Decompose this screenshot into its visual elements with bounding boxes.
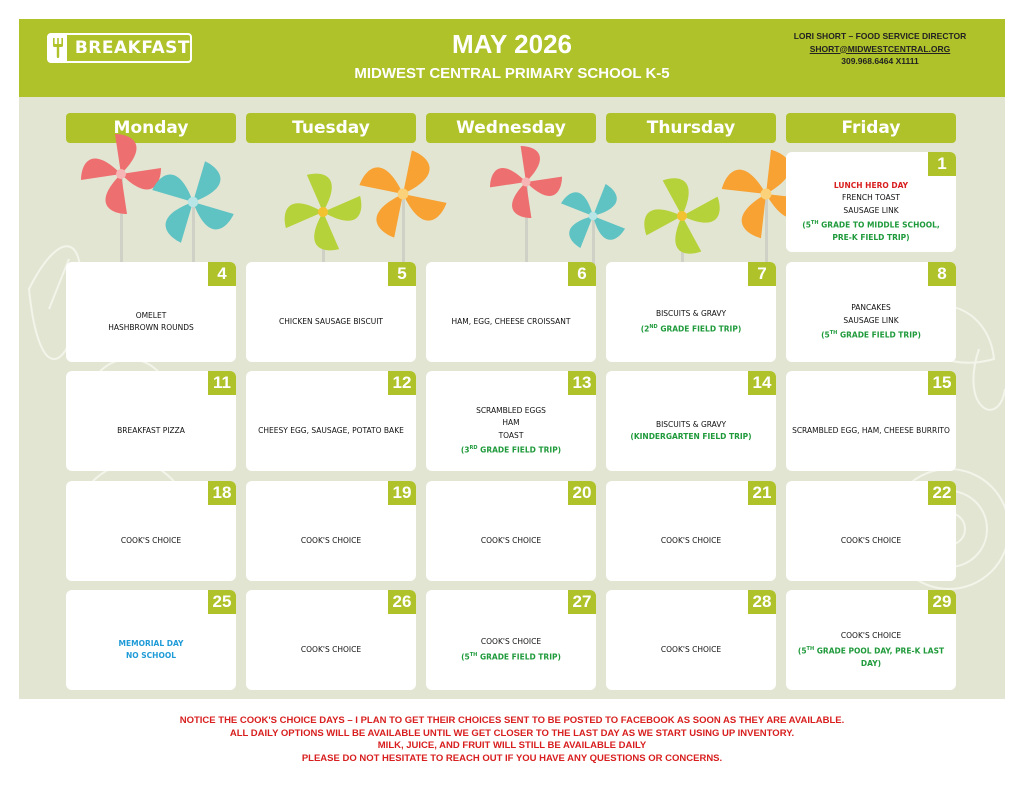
menu-line: COOK'S CHOICE [840, 535, 902, 545]
day-header-friday: Friday [786, 113, 956, 143]
menu-line: SCRAMBLED EGGS [476, 405, 546, 415]
date-number: 5 [388, 262, 416, 286]
date-number: 7 [748, 262, 776, 286]
menu-items [252, 397, 410, 465]
menu-line: CHEESY EGG, SAUSAGE, POTATO BAKE [258, 425, 404, 435]
menu-line: BISCUITS & GRAVY [655, 419, 727, 429]
calendar-cell-may-26 [246, 590, 416, 690]
menu-line: COOK'S CHOICE [120, 535, 182, 545]
calendar-cell-may-12 [246, 371, 416, 471]
menu-items [612, 288, 770, 356]
menu-line: BISCUITS & GRAVY [655, 309, 727, 319]
menu-items [72, 288, 230, 356]
menu-note: (2ND GRADE FIELD TRIP) [640, 323, 742, 334]
calendar-cell-may-15 [786, 371, 956, 471]
menu-items [612, 616, 770, 684]
calendar-cell-may-14 [606, 371, 776, 471]
menu-note: MEMORIAL DAY [118, 638, 184, 648]
calendar-cell-may-11 [66, 371, 236, 471]
calendar-cell-may-8 [786, 262, 956, 362]
menu-note: (KINDERGARTEN FIELD TRIP) [630, 432, 752, 441]
calendar-cell-may-25 [66, 590, 236, 690]
menu-items [252, 288, 410, 356]
calendar-cell-may-4 [66, 262, 236, 362]
contact-phone: 309.968.6464 X1111 [841, 56, 919, 66]
calendar-cell-may-27 [426, 590, 596, 690]
calendar-cell-may-18 [66, 481, 236, 581]
date-number: 4 [208, 262, 236, 286]
menu-line: COOK'S CHOICE [840, 631, 902, 640]
date-number: 22 [928, 481, 956, 505]
menu-items [432, 288, 590, 356]
date-number: 21 [748, 481, 776, 505]
footer-line: PLEASE DO NOT HESITATE TO REACH OUT IF YOU HAVE ANY QUESTIONS OR CONCERNS. [301, 752, 723, 764]
menu-line: HAM, EGG, CHEESE CROISSANT [451, 316, 571, 326]
date-number: 12 [388, 371, 416, 395]
menu-items [72, 397, 230, 465]
school-name: MIDWEST CENTRAL PRIMARY SCHOOL K-5 [354, 65, 670, 82]
page-header [19, 19, 1005, 97]
calendar-cell-may-22 [786, 481, 956, 581]
date-number: 6 [568, 262, 596, 286]
page-title: MAY 2026 [452, 29, 572, 59]
pinwheels-icon [59, 124, 799, 274]
menu-items [612, 397, 770, 465]
day-header-tuesday: Tuesday [246, 113, 416, 143]
contact-info [765, 30, 995, 68]
calendar-cell-may-19 [246, 481, 416, 581]
menu-line: COOK'S CHOICE [300, 535, 362, 545]
menu-line: OMELET [135, 310, 167, 320]
menu-line: SCRAMBLED EGG, HAM, CHEESE BURRITO [792, 425, 950, 435]
menu-note: (5TH GRADE FIELD TRIP) [821, 330, 921, 340]
menu-items [72, 616, 230, 684]
date-number: 27 [568, 590, 596, 614]
menu-line: SAUSAGE LINK [843, 315, 899, 325]
menu-items [432, 397, 590, 465]
menu-items [792, 507, 950, 575]
menu-items [792, 397, 950, 465]
menu-items [72, 507, 230, 575]
date-number: 19 [388, 481, 416, 505]
menu-note: (5TH GRADE FIELD TRIP) [461, 651, 561, 662]
menu-note: PRE-K FIELD TRIP) [832, 233, 910, 242]
footer-line: ALL DAILY OPTIONS WILL BE AVAILABLE UNTIL WE GET CLOSER TO THE LAST DAY AS WE START USING UP INVENTORY. [229, 727, 795, 739]
menu-line: COOK'S CHOICE [660, 644, 722, 654]
footer-line: MILK, JUICE, AND FRUIT WILL STILL BE AVAILABLE DAILY [377, 740, 647, 752]
calendar-cell-may-28 [606, 590, 776, 690]
menu-line: CHICKEN SAUSAGE BISCUIT [279, 316, 383, 326]
menu-items [432, 616, 590, 684]
calendar-cell-may-1 [786, 152, 956, 252]
day-header-thursday: Thursday [606, 113, 776, 143]
menu-line: LUNCH HERO DAY [833, 180, 909, 190]
menu-line: PANCAKES [851, 303, 891, 312]
date-number: 20 [568, 481, 596, 505]
calendar-cell-may-7 [606, 262, 776, 362]
calendar-cell-may-13 [426, 371, 596, 471]
menu-items [252, 507, 410, 575]
menu-page [19, 19, 1005, 699]
menu-items [252, 616, 410, 684]
date-number: 13 [568, 371, 596, 395]
date-number: 15 [928, 371, 956, 395]
breakfast-logo [47, 33, 192, 63]
menu-items [792, 288, 950, 356]
date-number: 8 [928, 262, 956, 286]
menu-note: (3RD GRADE FIELD TRIP) [460, 445, 562, 455]
fork-icon [49, 35, 67, 61]
contact-email-link[interactable]: SHORT@MIDWESTCENTRAL.ORG [809, 43, 951, 54]
menu-line: TOAST [498, 430, 524, 440]
date-number: 11 [208, 371, 236, 395]
menu-line: FRENCH TOAST [842, 193, 900, 202]
day-header-monday: Monday [66, 113, 236, 143]
menu-line: SAUSAGE LINK [843, 205, 899, 215]
menu-line: HAM [502, 418, 520, 428]
day-header-wednesday: Wednesday [426, 113, 596, 143]
menu-line: HASHBROWN ROUNDS [108, 323, 194, 332]
menu-line: COOK'S CHOICE [480, 535, 542, 545]
menu-note: (5TH GRADE TO MIDDLE SCHOOL, [802, 220, 940, 230]
date-number: 28 [748, 590, 776, 614]
date-number: 25 [208, 590, 236, 614]
menu-items [792, 616, 950, 684]
date-number: 1 [928, 152, 956, 176]
menu-line: COOK'S CHOICE [480, 637, 542, 647]
calendar-cell-may-20 [426, 481, 596, 581]
menu-line: BREAKFAST PIZZA [117, 425, 185, 435]
logo-label: BREAKFAST [74, 38, 190, 58]
menu-items [432, 507, 590, 575]
calendar-cell-may-29 [786, 590, 956, 690]
date-number: 29 [928, 590, 956, 614]
footer-notice [0, 715, 1024, 765]
calendar-cell-may-5 [246, 262, 416, 362]
menu-note: NO SCHOOL [126, 651, 176, 660]
date-number: 26 [388, 590, 416, 614]
menu-items [612, 507, 770, 575]
date-number: 18 [208, 481, 236, 505]
footer-line: NOTICE THE COOK'S CHOICE DAYS – I PLAN TO GET THEIR CHOICES SENT TO BE POSTED TO FACEBOOK AS SOON AS THEY ARE AVAILABLE. [179, 715, 845, 726]
menu-line: COOK'S CHOICE [300, 644, 362, 654]
calendar-cell-may-6 [426, 262, 596, 362]
menu-line: COOK'S CHOICE [660, 535, 722, 545]
contact-name: LORI SHORT – FOOD SERVICE DIRECTOR [793, 31, 967, 41]
menu-items [792, 178, 950, 246]
date-number: 14 [748, 371, 776, 395]
calendar-cell-may-21 [606, 481, 776, 581]
menu-note: (5TH GRADE POOL DAY, PRE-K LAST DAY) [797, 645, 945, 668]
